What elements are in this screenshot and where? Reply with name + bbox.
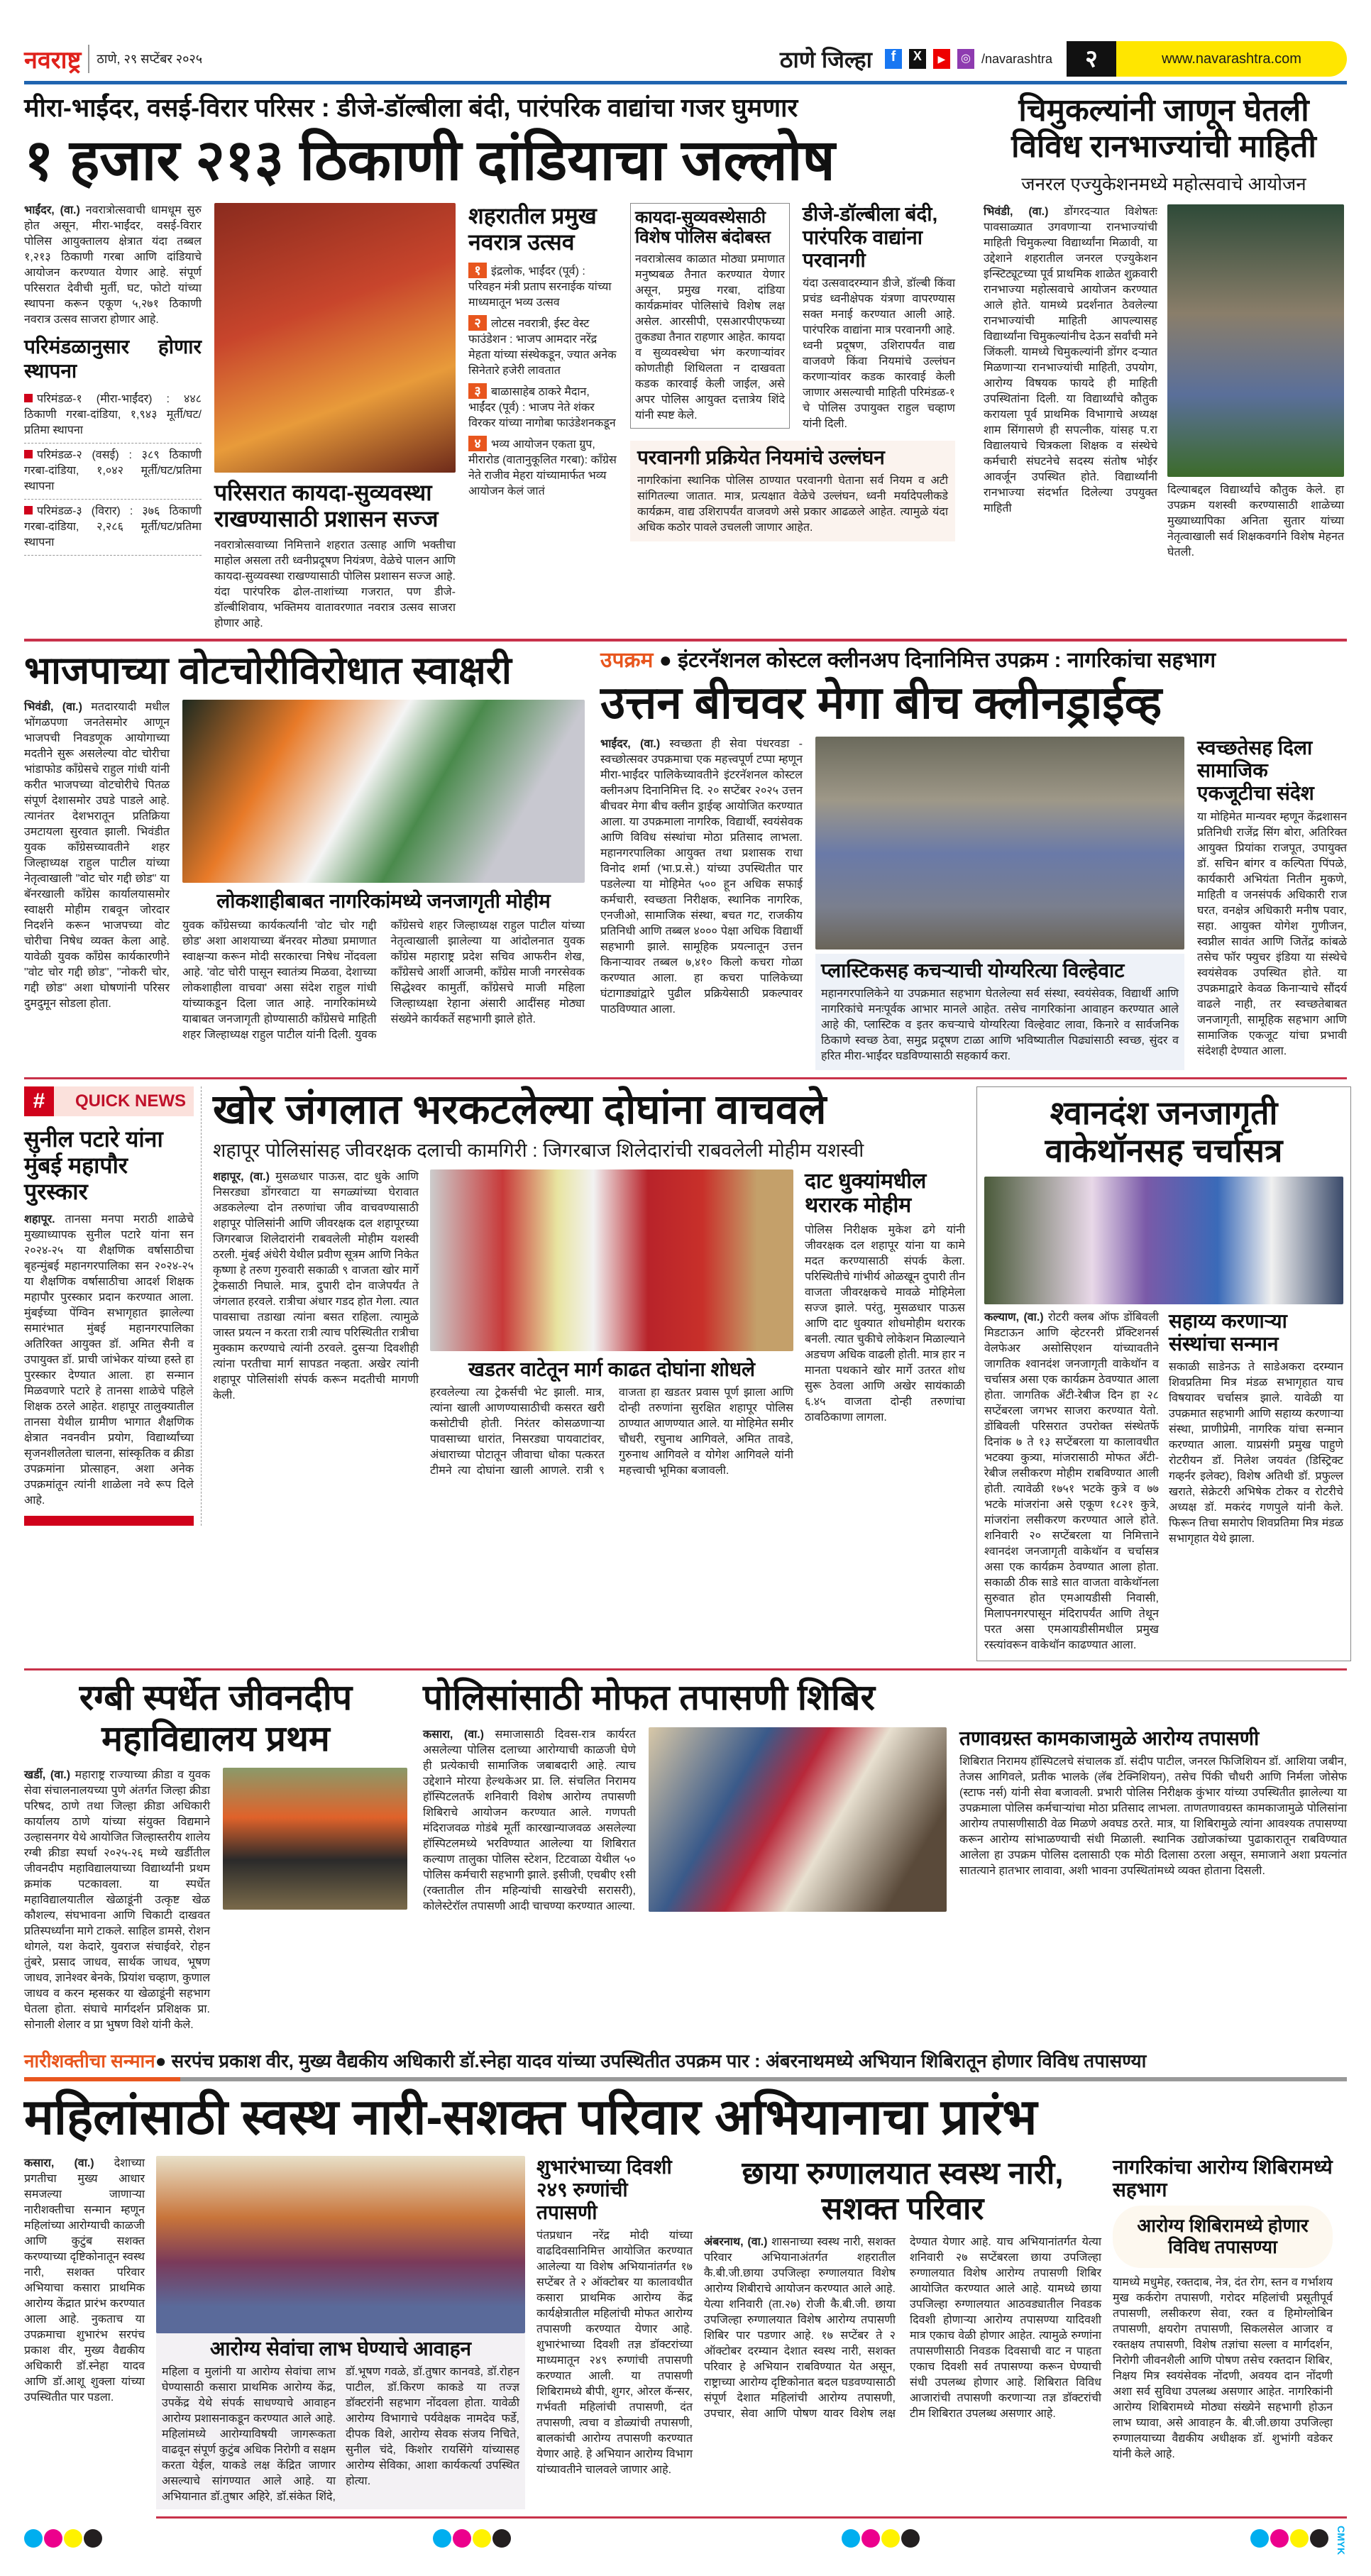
- kids-body: भिवंडी, (वा.) डोंगरदऱ्यात विशेषतः पावसाळ्यात उगवणाऱ्या रानभाज्यांची माहिती चिमुकल्या विद्यार्थ्यांना मिळावी, या उद्देशाने शहरातील जनरल एज्युकेशन इन्स्टिट्यूटच्या पूर्व प्राथमिक शाळेत शुक्रवारी रानभाज्या महोत्सवाचे आयोजन करण्यात आले होते. यामध्ये प्रदर्शनात ठेवलेल्या रानभाज्यांची माहिती आपल्यासह विद्यार्थ्यांना चिमुकल्यांनीच देऊन सर्वांची मने जिंकली. यामध्ये चिमुकल्यांनी डोंगर दऱ्यात मिळणाऱ्या रानभाज्यांची माहिती, उपयोग, आरोग्य विषयक फायदे ही माहिती उपस्थितांना दिली. या विद्यार्थ्यांचे कौतुक करायला पूर्व प्राथमिक विभागाचे अध्यक्ष शाम सिंगासणे ही सपत्नीक, यांसह प.रा विद्यालयाचे चित्रकला शिक्षक व संस्थेचे कर्मचारी संघटनेचे सदस्य संतोष भोईर आवर्जून उपस्थित होते. विद्यार्थ्यांनी रानभाज्या संदर्भात दिलेल्या उपयुक्त माहिती: [984, 206, 1157, 515]
- festival-item: ४ भव्य आयोजन एकता ग्रुप, मीरारोड (वातानुकूलित गरबा): काँग्रेस नेते राजीव मेहरा यांच्यामार्फत भव्य आयोजन केलं जातं: [468, 436, 617, 497]
- cmyk-label: CMYK: [1336, 2525, 1347, 2555]
- stress-body: शिबिरात निरामय हॉस्पिटलचे संचालक डॉ. संदीप पाटील, जनरल फिजिशियन डॉ. आशिया जबीन, तेजस आगिवले, प्रतीक भालके (लॅब टेक्निशियन), तसेच पिंकी चौधरी आणि निर्मला जोसेफ (स्टाफ नर्स) यांनी सेवा बजावली. प्रभारी पोलिस निरीक्षक कुंभार यांच्या उपस्थितीत झालेल्या या उपक्रमाला पोलिस कर्मचाऱ्यांचा मोठा प्रतिसाद लाभला. ताणतणावग्रस्त कामकाजामुळे पोलिसांना आरोग्य तपासणीसाठी वेळ मिळणे अवघड ठरते. मात्र, या शिबिरामुळे त्यांना आवश्यक तपासण्या करून आरोग्य सांभाळण्याची संधी मिळाली. स्थानिक उद्योजकांच्या पुढाकारातून राबविण्यात आलेला हा उपक्रम पोलिस दलासाठी एक मोठी दिलासा ठरला असून, समाजाने अशा प्रयत्नांत सातत्याने हातभार लावावा, अशी भावना उपस्थितांमध्ये व्यक्त होताना दिसली.: [959, 1755, 1347, 1877]
- youtube-icon[interactable]: ▶: [933, 49, 950, 69]
- rugby-team-photo: [223, 1768, 407, 1910]
- beach-kicker: उपक्रम ● इंटरनॅशनल कोस्टल क्लीनअप दिनानिमित्त उपक्रम : नागरिकांचा सहभाग: [600, 648, 1216, 672]
- citizen-column: नागरिकांचा आरोग्य शिबिरामध्ये सहभाग आरोग्य शिबिरामध्ये होणार विविध तपासण्या यामध्ये मधुमेह, रक्तदाब, नेत्र, दंत रोग, स्तन व गर्भाशय मुख कर्करोग तपासणी, गरोदर महिलांची प्रसूतीपूर्व तपासणी, लसीकरण सेवा, रक्त व हिमोग्लोबिन तपासणी, क्षयरोग तपासणी, सिकलसेल आजार व रक्तक्षय तपासणी, विशेष तज्ञांचा सल्ला व मार्गदर्शन, निरोगी जीवनशैली आणि पोषण तसेच रक्तदान शिबिर, निक्षय मित्र स्वयंसेवक नोंदणी, अवयव दान नोंदणी अशा सर्व सुविधा उपलब्ध असणार आहेत. नागरिकांनी आरोग्य शिबिरामध्ये मोठ्या संख्येने सहभागी होऊन लाभ घ्यावा, असे आवाहन कै. बी.जी.छाया उपजिल्हा रुग्णालयाच्या वैद्यकीय अधीक्षक डॉ. शुभांगी वडेकर यांनी केले आहे.: [1113, 2155, 1333, 2460]
- path-body: हरवलेल्या त्या ट्रेकर्सची भेट झाली. मात्र, त्यांना खाली आणण्यासाठीची कसरत खरी कसोटीची होती. निरंतर कोसळणाऱ्या पावसाच्या धारांत, निसरड्या पायवाटांवर, अंधाराच्या पोटातून जीवाचा धोका पत्करत टीमने त्या दोघांना खाली आणले. रात्री ९ वाजता हा खडतर प्रवास पूर्ण झाला आणि दोन्ही तरुणांना सुरक्षित शहापूर पोलिस ठाण्यात आणण्यात आले. या मोहिमेत समीर चौधरी, रघुनाथ आगिवले, अमित तावडे, गुरुनाथ आगिवले व योगेश आगिवले यांनी महत्त्वाची भूमिका बजावली.: [430, 1387, 793, 1477]
- instagram-icon[interactable]: ◎: [957, 49, 974, 69]
- festival-item: २ लोटस नवरात्री, ईस्ट वेस्ट फाउंडेशन : भाजप आमदार नरेंद्र मेहता यांच्या संस्थेकडून, ज्यात अनेक सिनेतारे हजेरी लावतात: [468, 315, 617, 377]
- vote-sub-body: युवक काँग्रेसच्या कार्यकर्त्यांनी 'वोट चोर गद्दी छोड' अशा आशयाच्या बॅनरवर मोठ्या प्रमाणात स्वाक्षऱ्या करून मोदी सरकारचा निषेध नोंदवला आहे. 'वोट चोरी पासून स्वातंत्र्य मिळवा, देशाच्या लोकशाहीला वाचवा' असा संदेश राहुल गांधी यांच्याकडून दिला जात आहे. नागरिकांमध्ये याबाबत जनजागृती होण्यासाठी काँग्रेसचे माहिती शहर जिल्हाध्यक्ष राहुल पाटील यांनी दिली. युवक काँग्रेसचे शहर जिल्हाध्यक्ष राहुल पाटील यांच्या नेतृत्वाखाली झालेल्या या आंदोलनात युवक काँग्रेस महाराष्ट्र प्रदेश सचिव आफरीन शेख, काँग्रेसचे आर्शी आजमी, काँग्रेस माजी नगरसेवक सिद्धेश्वर कामुर्ती, काँग्रेसचे माजी महिला जिल्हाध्यक्षा रेहाना अंसारी आदींसह मोठ्या संख्येने कार्यकर्ते सहभागी झाले होते.: [182, 920, 585, 1042]
- brand-logo: नवराष्ट्र: [24, 47, 82, 74]
- quick-news: [24, 1086, 202, 1525]
- page-number: २: [1067, 41, 1116, 77]
- lead-headline: १ हजार २१३ ठिकाणी दांडियाचा जल्लोष: [24, 128, 835, 192]
- rugby-headline: रग्बी स्पर्धेत जीवनदीप महाविद्यालय प्रथम: [79, 1678, 353, 1758]
- zone-item: परिमंडळ-३ (विरार) : ३७६ ठिकाणी गरबा-दांडिया, २,२८६ मूर्ती/घट/प्रतिमा स्थापना: [24, 500, 202, 556]
- police-box: कायदा-सुव्यवस्थेसाठी विशेष पोलिस बंदोबस्त नवरात्रोत्सव काळात मोठ्या प्रमाणात मनुष्यबळ तैनात करण्यात येणार असून, प्रमुख गरबा, दांडिया कार्यक्रमांवर पोलिसांचे विशेष लक्ष असेल. आरसीपी, एसआरपीएफच्या तुकड्या तैनात राहणार आहेत. कायदा व सुव्यवस्थेचा भंग करणाऱ्यांवर कोणतीही शिथिलता न दाखवता कडक कारवाई केली जाईल, असे अपर पोलिस आयुक्त दत्तात्रेय शिंदे यांनी स्पष्ट केले.: [630, 203, 790, 428]
- kids-photo: [1167, 204, 1344, 477]
- stress-title: तणावग्रस्त कामकाजामुळे आरोग्य तपासणी: [959, 1727, 1260, 1749]
- zones-title: परिमंडळानुसार होणार स्थापना: [24, 336, 202, 382]
- kids-headline: चिमुकल्यांनी जाणून घेतली विविध रानभाज्यांची माहिती: [1011, 93, 1316, 164]
- festival-item: १ इंद्रलोक, भाईंदर (पूर्व) : परिवहन मंत्री प्रताप सरनाईक यांच्या माध्यमातून भव्य उत्सव: [468, 263, 612, 309]
- lead-kicker: मीरा-भाईंदर, वसई-विरार परिसर : डीजे-डॉल्बीला बंदी, पारंपरिक वाद्यांचा गजर घुमणार: [24, 93, 798, 122]
- garba-photo: [214, 203, 456, 473]
- forest-body: शहापूर, (वा.) मुसळधार पाऊस, दाट धुके आणि निसरड्या डोंगरवाटा या सगळ्यांच्या घेरावात अडकलेल्या दोन तरुणांचा जीव वाचवण्यासाठी शहापूर पोलिसांनी आणि जीवरक्षक दल शहापूरच्या जिगरबाज शिलेदारांनी राबवलेली मोहीम यशस्वी ठरली. मुंबई अंधेरी येथील प्रवीण सूत्रम आणि निकेत कृष्णा हे तरुण गुरुवारी सकाळी ९ वाजता खोर मार्गे ट्रेकसाठी निघाले. मात्र, दुपारी दोन वाजेपर्यंत ते जंगलात हरवले. रात्रीचा अंधार गडद होत गेला. त्यात पावसाचा तडाखा त्यांना बसत राहिला. त्यामुळे जास्त प्रयत्न न करता रात्री त्याच परिस्थितीत रात्रीचा मुक्काम करण्याचे त्यांनी ठरवले. दुसऱ्या दिवशीही त्यांना परतीचा मार्ग सापडत नव्हता. अखेर त्यांनी शहापूर पोलिसांशी संपर्क करून मदतीची मागणी केली.: [213, 1170, 419, 1402]
- major-festivals: शहरातील प्रमुख नवरात्र उत्सव १ इंद्रलोक, भाईंदर (पूर्व) : परिवहन मंत्री प्रताप सरनाईक यांच्या माध्यमातून भव्य उत्सव २ लोटस नवरात्री, ईस्ट वेस्ट फाउंडेशन : भाजप आमदार नरेंद्र मेहता यांच्या संस्थेकडून, ज्यात अनेक सिनेतारे हजेरी लावतात ३ बाळासाहेब ठाकरे मैदान, भाईंदर (पूर्व) : भाजप नेते शंकर विरकर यांच्या नागोबा फाउंडेशनकडून ४ भव्य आयोजन एकता ग्रुप, मीरारोड (वातानुकूलित गरबा): काँग्रेस नेते राजीव मेहरा यांच्यामार्फत भव्य आयोजन केलं जातं: [468, 203, 617, 504]
- walkathon-photo: [984, 1177, 1343, 1304]
- women-body: कसारा, (वा.) देशाच्या प्रगतीचा मुख्य आधार समजल्या जाणाऱ्या नारीशक्तीचा सन्मान म्हणून महिलांच्या आरोग्याची काळजी आणि कुटुंब सशक्त करण्याच्या दृष्टिकोनातून स्वस्थ नारी, सशक्त परिवार अभियाचा कसारा प्राथमिक आरोग्य केंद्रात प्रारंभ करण्यात आला आहे. नुकताच या उपक्रमाचा शुभारंभ सरपंच प्रकाश वीर, मुख्य वैद्यकीय अधिकारी डॉ.स्नेहा यादव आणि डॉ.आशू शुक्ला यांच्या उपस्थितीत पार पडला.: [24, 2157, 145, 2404]
- camp-headline: पोलिसांसाठी मोफत तपासणी शिबिर: [423, 1678, 875, 1718]
- quick-body: शहापूर. तानसा मनपा मराठी शाळेचे मुख्याध्यापक सुनील पटारे यांना सन २०२४-२५ या शैक्षणिक वर्षासाठीचा बृहन्मुंबई महानगरपालिका सन २०२४-२५ या शैक्षणिक वर्षासाठीचा आदर्श शिक्षक महापौर पुरस्कार प्रदान करण्यात आला. मुंबईच्या पेंग्विन सभागृहात झालेल्या समारंभात मुंबई महानगरपालिका अतिरिक्त आयुक्त डॉ. अमित सैनी व उपायुक्त डॉ. प्राची जांभेकर यांच्या हस्ते हा पुरस्कार देण्यात आला. हा सन्मान मिळवणारे पटारे हे तानसा शाळेचे पहिले शिक्षक ठरले आहेत. शहापूर तालुक्यातील तानसा येथील ग्रामीण भागात शैक्षणिक क्षेत्रात नवनवीन प्रयोग, विद्यार्थ्यांच्या सृजनशीलतेला चालना, सांस्कृतिक व क्रीडा उपक्रमांना प्रोत्साहन, अशा अनेक उपक्रमांतून त्यांनी शाळेला नवे रूप दिले आहे.: [24, 1213, 194, 1507]
- beach-body: भाईंदर, (वा.) स्वच्छता ही सेवा पंधरवडा - स्वच्छोत्सवर उपक्रमाचा एक महत्त्वपूर्ण टप्पा म्हणून मीरा-भाईंदर पालिकेच्यावतीने इंटरनॅशनल कोस्टल क्लीनअप दिनानिमित्त दि. २० सप्टेंबर २०२५ उत्तन बीचवर मेगा बीच क्लीन ड्राईव्ह आयोजित करण्यात आला. या उपक्रमाला नागरिक, विद्यार्थी, स्वयंसेवक आणि विविध संस्थांचा मोठा प्रतिसाद लाभला. महानगरपालिका आयुक्त तथा प्रशासक राधा विनोद शर्मा (भा.प्र.से.) यांच्या उपस्थितीत पार पडलेल्या या मोहिमेत ५०० हून अधिक सफाई कर्मचारी, स्वच्छता निरीक्षक, स्थानिक नागरिक, एनजीओ, सामाजिक संस्था, बचत गट, राजकीय प्रतिनिधी आणि तब्बल ४००० पेक्षा अधिक विद्यार्थी सहभागी झाले. सामूहिक प्रयत्नातून उत्तन किनाऱ्यावर तब्बल ७,४१० किलो कचरा गोळा करण्यात आला. हा कचरा पालिकेच्या घंटागाड्यांद्वारे पुढील प्रक्रियेसाठी प्रकल्पावर पाठविण्यात आला.: [600, 738, 803, 1016]
- section-name: ठाणे जिल्हा: [779, 46, 872, 72]
- women-camp-photo: [156, 2156, 525, 2333]
- registration-marks: [24, 2529, 104, 2551]
- header-rule: [24, 81, 1347, 84]
- masthead: [24, 41, 1347, 77]
- zone-item: परिमंडळ-१ (मीरा-भाईंदर) : ४४८ ठिकाणी गरबा-दांडिया, १,९४३ मूर्ती/घट/प्रतिमा स्थापना: [24, 387, 202, 444]
- fog-column: दाट धुक्यांमधील थरारक मोहीम पोलिस निरीक्षक मुकेश ढगे यांनी जीवरक्षक दल शहापूर यांना या कामे मदत करण्यासाठी संपर्क केला. परिस्थितीचे गांभीर्य ओळखून दुपारी तीन वाजता जीवरक्षकचे मावळे मोहिमेला सज्ज झाले. परंतु, मुसळधार पाऊस आणि दाट धुक्यात शोधमोहीम थरारक बनली. त्यात चुकीचे लोकेशन मिळाल्याने अडचण अधिक वाढली होती. मात्र हार न मानता पथकाने खोर मार्गे उतरत शोध सुरू ठेवला आणि अखेर सायंकाळी ६.४५ वाजता दोन्ही तरुणांचा ठावठिकाणा लागला.: [805, 1169, 965, 1424]
- law-title: परिसरात कायदा-सुव्यवस्था राखण्यासाठी प्रशासन सज्ज: [214, 480, 439, 532]
- forest-subhead: शहापूर पोलिसांसह जीवरक्षक दलाची कामगिरी : जिगरबाज शिलेदारांची राबवलेली मोहीम यशस्वी: [213, 1139, 864, 1161]
- chhaya-body: अंबरनाथ, (वा.) शासनाच्या स्वस्थ नारी, सशक्त परिवार अभियानाअंतर्गत शहरातील कै.बी.जी.छाया उपजिल्हा रुग्णालयात विशेष आरोग्य शिबीराचे आयोजन करण्यात आले आहे. येत्या शनिवारी (ता.२७) रोजी कै.बी.जी. छाया उपजिल्हा रुग्णालयात विशेष आरोग्य तपासणी शिबिर पार पडणार आहे. १७ सप्टेंबर ते २ ऑक्टोबर दरम्यान देशात स्वस्थ नारी, सशक्त परिवार हे अभियान राबविण्यात येत असून, राष्ट्राच्या आरोग्य दृष्टिकोनात बदल घडवण्यासाठी संपूर्ण देशात महिलांची आरोग्य तपासणी, उपचार, सेवा आणि पोषण यावर विशेष लक्ष देण्यात येणार आहे. याच अभियानांतर्गत येत्या शनिवारी २७ सप्टेंबरला छाया उपजिल्हा रुग्णालयात विशेष आरोग्य तपासणी शिबिर आयोजित करण्यात आले आहे. यामध्ये छाया उपजिल्हा रुग्णालयात आठवड्यातील निवडक दिवशी होणाऱ्या आरोग्य तपासण्या यादिवशी मात्र एकाच वेळी होणार आहेत. त्यामुळे रुग्णांना तपासणीसाठी निवडक दिवसाची वाट न पाहता एकाच दिवशी सर्व तपासण्या करून घेण्याची संधी उपलब्ध होणार आहे. शिबिरात विविध आजारांची तपासणी करणाऱ्या तज्ञ डॉक्टरांची टीम शिबिरात उपलब्ध असणार आहे.: [704, 2235, 1101, 2420]
- registration-marks: [433, 2529, 512, 2551]
- rescue-team-photo: [430, 1169, 793, 1351]
- camp-body: कसारा, (वा.) समाजासाठी दिवस-रात्र कार्यरत असलेल्या पोलिस दलाच्या आरोग्याची काळजी घेणे ही प्रत्येकाची सामाजिक जबाबदारी आहे. त्याच उद्देशाने मोरया हेल्थकेअर प्रा. लि. संचलित निरामय हॉस्पिटलतर्फे शनिवारी विशेष आरोग्य तपासणी शिबिराचे आयोजन करण्यात आले. गणपती मंदिराजवळ गोडंबे मूर्ती कारखान्याजवळ असलेल्या हॉस्पिटलमध्ये भरविण्यात आलेल्या या शिबिरात कल्याण तालुका पोलिस स्टेशन, टिटवाळा येथील ५० पोलिस कर्मचारी सहभागी झाले. इसीजी, एचबीए १सी (रक्तातील तीन महिन्यांची साखरेची सरासरी), कोलेस्टेरॉल तपासणी आदी चाचण्या करण्यात आल्या.: [423, 1728, 636, 1912]
- social-handle: /navarashtra: [981, 51, 1052, 66]
- hash-icon: #: [24, 1086, 54, 1116]
- kids-body-end: दिल्याबद्दल विद्यार्थ्यांचे कौतुक केले. हा उपक्रम यशस्वी करण्यासाठी शाळेच्या मुख्याध्यापिका अनिता सुतार यांच्या नेतृत्वाखाली सर्व शिक्षकवर्गाने विशेष मेहनत घेतली.: [1167, 484, 1344, 559]
- honor-title: सहाय्य करणाऱ्या संस्थांचा सन्मान: [1169, 1310, 1287, 1355]
- rugby-body: खर्डी, (वा.) महाराष्ट्र राज्याच्या क्रीडा व युवक सेवा संचालनालयच्या पुणे अंतर्गत जिल्हा क्रीडा परिषद, ठाणे तथा जिल्हा क्रीडा अधिकारी कार्यालय ठाणे यांच्या संयुक्त विद्यमाने उल्हासनगर येथे आयोजित जिल्हास्तरीय शालेय रग्बी क्रीडा स्पर्धा २०२५-२६ मध्ये खर्डीतील जीवनदीप महाविद्यालयाच्या विद्यार्थ्यांनी प्रथम क्रमांक पटकावला. या स्पर्धेत महाविद्यालयातील खेळाडूंनी उत्कृष्ट खेळ कौशल्य, संघभावना आणि चिकाटी दाखवत प्रतिस्पर्ध्यांना मागे टाकले. साहिल डामसे, रोशन थोगले, यश केदारे, युवराज संचाईवरे, रोहन तुंबरे, प्रसाद जाधव, सार्थक जाधव, भूषण जाधव, ज्ञानेश्वर बेनके, प्रियांश चव्हाण, कुणाल जाधव व करन म्हसकर या खेळाडूंनी सहभाग घेतला होता. संघाचे मार्गदर्शन प्रशिक्षक प्रा. सोनाली शेलार व प्रा भुषण विशे यांनी केले.: [24, 1769, 210, 2032]
- zone-item: परिमंडळ-२ (वसई) : ३८९ ठिकाणी गरबा-दांडिया, १,०४२ मूर्ती/घट/प्रतिमा स्थापना: [24, 444, 202, 500]
- dog-body: कल्याण, (वा.) रोटरी क्लब ऑफ डोंबिवली मिडटाऊन आणि व्हेटरनरी प्रॅक्टिशनर्स वेलफेअर असोसिएशन यांच्यावतीने जागतिक श्वानदंश जनजागृती वाकेथॉन व चर्चासत्र असा एक कार्यक्रम ठेवण्यात आला होता. जागतिक अँटी-रेबीज दिन हा २८ सप्टेंबरला जगभर साजरा करण्यात येतो. डोंबिवली परिसरात उपरोक्त संस्थेतर्फे दिनांक ७ ते १३ सप्टेंबरला या कालावधीत भटक्या कुत्र्या, मांजरासाठी मोफत अँटी-रेबीज लसीकरण मोहीम राबविण्यात आली होती. त्यावेळी १७५१ भटके कुत्रे व ७७ भटके मांजरांना असे एकूण १८२१ कुत्रे, मांजरांना लसीकरण करण्यात आले होते. शनिवारी २० सप्टेंबरला या निमित्ताने श्वानदंश जनजागृती वाकेथॉन व चर्चासत्र असा एक कार्यक्रम ठेवण्यात आला होता. सकाळी ठीक साडे सात वाजता वाकेथॉनला सुरुवात होत एमआयडीसी निवासी, मिलापनगरपासून मंदिरापर्यंत आणि तेथून परत असा एमआयडीसीमधील प्रमुख रस्त्यांवरून वाकेथॉन काढण्यात आला.: [984, 1311, 1160, 1652]
- issue-date: ठाणे, २९ सप्टेंबर २०२५: [97, 52, 203, 66]
- registration-marks: [1250, 2529, 1330, 2551]
- beach-headline: उत्तन बीचवर मेगा बीच क्लीनड्राईव्ह: [600, 677, 1162, 729]
- health-camp-photo: [649, 1727, 947, 1912]
- facebook-icon[interactable]: f: [885, 49, 902, 69]
- quick-title: सुनील पटारे यांना मुंबई महापौर पुरस्कार: [24, 1126, 163, 1204]
- registration-marks: [842, 2529, 921, 2551]
- festival-item: ३ बाळासाहेब ठाकरे मैदान, भाईंदर (पूर्व) : भाजप नेते शंकर विरकर यांच्या नागोबा फाउंडेशनकडून: [468, 383, 616, 429]
- women-headline: महिलांसाठी स्वस्थ नारी-सशक्त परिवार अभियानाचा प्रारंभ: [24, 2089, 1037, 2145]
- unity-column: स्वच्छतेसह दिला सामाजिक एकजूटीचा संदेश या मोहिमेत मान्यवर म्हणून केंद्रशासन प्रतिनिधी राजेंद्र सिंग बोरा, अतिरिक्त आयुक्त प्रियांका राजपूत, उपायुक्त डॉ. सचिन बांगर व कल्पिता पिंपळे, कार्यकारी अभियंता नितीन मुकणे, माहिती व जनसंपर्क अधिकारी राज घरत, वनक्षेत्र अधिकारी मनीष पवार, सहा. आयुक्त योगेश गुणीजन, स्वप्नील सावंत आणि जितेंद्र कांबळे तसेच फॉर फ्युचर इंडिया या संस्थेचे स्वयंसेवक उपस्थित होते. या उपक्रमाद्वारे केवळ किनाऱ्याचे सौंदर्य वाढले नाही, तर स्वच्छतेबाबत जनजागृती, सामूहिक सहभाग आणि सामाजिक एकजूट यांचा प्रभावी संदेशही देण्यात आला.: [1197, 737, 1347, 1057]
- kids-subhead: जनरल एज्युकेशनमध्ये महोत्सवाचे आयोजन: [1021, 173, 1306, 195]
- beach-drone-photo: [815, 737, 1184, 950]
- dj-ban: डीजे-डॉल्बीला बंदी, पारंपरिक वाद्यांना परवानगी यंदा उत्सवादरम्यान डीजे, डॉल्बी किंवा प्रचंड ध्वनीक्षेपक यंत्रणा वापरण्यास सक्त मनाई करण्यात आली आहे. पारंपरिक वाद्यांना मात्र परवानगी आहे. ध्वनी प्रदूषण, उशिरापर्यंत वाद्य वाजवणे किंवा नियमांचे उल्लंघन करणाऱ्यांवर कडक कारवाई केली जाणार असल्याची माहिती परिमंडळ-१ चे पोलिस उपायुक्त राहुल चव्हाण यांनी दिली.: [803, 203, 955, 430]
- quick-news-label: QUICK NEWS: [75, 1091, 186, 1111]
- violation-box: परवानगी प्रक्रियेत नियमांचे उल्लंघन नागरिकांना स्थानिक पोलिस ठाण्यात परवानगी घेताना सर्व नियम व अटी सांगितल्या जातात. मात्र, प्रत्यक्षात वेळेचे उल्लंघन, ध्वनी मर्यादेपलीकडे कार्यक्रम, वाद्य उशिरापर्यंत वाजवणे असे प्रकार आढळले आहेत. त्यामुळे यंदा अधिक कठोर पावले उचलली जाणार आहेत.: [630, 441, 955, 541]
- vote-photo: [182, 700, 585, 883]
- forest-headline: खोर जंगलात भरकटलेल्या दोघांना वाचवले: [213, 1086, 827, 1133]
- path-title: खडतर वाटेतून मार्ग काढत दोघांना शोधले: [468, 1358, 756, 1380]
- vote-sub-title: लोकशाहीबाबत नागरिकांमध्ये जनजागृती मोहीम: [216, 890, 551, 913]
- website-link[interactable]: www.navarashtra.com: [1116, 41, 1347, 77]
- honor-body: सकाळी साडेनऊ ते साडेअकरा दरम्यान शिवप्रतिमा मित्र मंडळ सभागृहात याच विषयावर चर्चासत्र झाले. यावेळी या उपक्रमात सहभागी आणि सहाय्य करणाऱ्या संस्था, प्राणीप्रेमी, नागरिक यांचा सन्मान करण्यात आला. याप्रसंगी प्रमुख पाहुणे रोटरीयन डॉ. निलेश जयवंत (डिस्ट्रिक्ट गव्हर्नर इलेक्ट), विशेष अतिथी डॉ. प्रफुल्ल खराते, सेक्रेटरी अभिषेक टोकर व रोटरीचे अध्यक्ष डॉ. मकरंद गणपुले यांनी केले. फिरून तिचा समारोप शिवप्रतिमा मित्र मंडळ सभागृहात येथे झाला.: [1169, 1361, 1343, 1546]
- lead-intro: भाईंदर, (वा.) नवरात्रोत्सवाची धामधूम सुरु होत असून, मीरा-भाईंदर, वसई-विरार पोलिस आयुक्तालय क्षेत्रात यंदा तब्बल १,२१३ ठिकाणी गरबा आणि दांडियाचे आयोजन करण्यात येणार आहे. संपूर्ण परिसरात देवीची मुर्ती, घट, फोटो यांच्या स्थापना करून एकूण ५,२७१ ठिकाणी नवरात्र उत्सव साजरा होणार आहे. परिमंडळानुसार होणार स्थापना परिमंडळ-१ (मीरा-भाईंदर) : ४४८ ठिकाणी गरबा-दांडिया, १,९४३ मूर्ती/घट/प्रतिमा स्थापना परिमंडळ-२ (वसई) : ३८९ ठिकाणी गरबा-दांडिया, १,०४२ मूर्ती/घट/प्रतिमा स्थापना परिमंडळ-३ (विरार) : ३७६ ठिकाणी गरबा-दांडिया, २,२८६ मूर्ती/घट/प्रतिमा स्थापना: [24, 203, 202, 556]
- pull-quote: आरोग्य शिबिरामध्ये होणार विविध तपासण्या: [1113, 2206, 1333, 2268]
- appeal-box: आरोग्य सेवांचा लाभ घेण्याचे आवाहन महिला व मुलांनी या आरोग्य सेवांचा लाभ घेण्यासाठी कसारा प्राथमिक आरोग्य केंद्र, उपकेंद्र येथे संपर्क साधण्याचे आवाहन आरोग्य प्रशासनाकडून करण्यात आले आहे. महिलांमध्ये आरोग्याविषयी जागरूकता वाढवून संपूर्ण कुटुंब अधिक निरोगी व सक्षम करता येईल, याकडे लक्ष केंद्रित जाणार असल्याचे सांगण्यात आले आहे. या अभियानात डॉ.तुषार अहिरे, डॉ.संकेत शिंदे, डॉ.भूषण गवळे, डॉ.तुषार कानवडे, डॉ.रोहन पाटील, डॉ.किरण काकडे या तज्ज्ञ डॉक्टरांनी सहभाग नोंदवला होता. यावेळी आरोग्य विभागाचे पर्यवेक्षक नामदेव फर्डे, दीपक विशे, आरोग्य सेवक संजय निचिते, सुनील चंदे, किशोर रायसिंगे यांच्यासह आरोग्य सेविका, आशा कार्यकर्त्या उपस्थित होत्या.: [156, 2333, 525, 2509]
- law-body: नवरात्रोत्सवाच्या निमित्ताने शहरात उत्साह आणि भक्तीचा माहोल असला तरी ध्वनीप्रदूषण नियंत्रण, वेळेचे पालन आणि कायदा-सुव्यवस्था राखण्यासाठी पोलिस प्रशासन सज्ज आहे. यंदा पारंपरिक ढोल-ताशांच्या गजरात, पण डीजे-डॉल्बीशिवाय, भक्तिमय वातावरणात नवरात्र उत्सव साजरा होणार आहे.: [214, 539, 456, 629]
- vote-headline: भाजपाच्या वोटचोरीविरोधात स्वाक्षरी: [24, 649, 512, 692]
- plastic-box: प्लास्टिकसह कचऱ्याची योग्यरित्या विल्हेवाट महानगरपालिकेने या उपक्रमात सहभाग घेतलेल्या सर्व संस्था, स्वयंसेवक, विद्यार्थी आणि नागरिकांचे मनःपूर्वक आभार मानले आहेत. तसेच नागरिकांना आवाहन करण्यात आले आहे की, प्लास्टिक व इतर कचऱ्याचे योग्यरित्या विल्हेवाट लावा, किनारे व सार्वजनिक ठिकाणे स्वच्छ ठेवा, समुद्र प्रदूषण टाळा आणि भविष्यातील पिढ्यांसाठी स्वच्छ, सुंदर व हरित मीरा-भाईंदर घडविण्यासाठी सहकार्य करा.: [815, 954, 1184, 1070]
- women-kicker: नारीशक्तीचा सन्मान● सरपंच प्रकाश वीर, मुख्य वैद्यकीय अधिकारी डॉ.स्नेहा यादव यांच्या उपस्थितीत उपक्रम पार : अंबरनाथमध्ये अभियान शिबिरातून होणार विविध तपासण्या: [24, 2050, 1147, 2072]
- dog-box: श्वानदंश जनजागृती वाकेथॉनसह चर्चासत्र कल्याण, (वा.) रोटरी क्लब ऑफ डोंबिवली मिडटाऊन आणि व्हेटरनरी प्रॅक्टिशनर्स वेलफेअर असोसिएशन यांच्यावतीने जागतिक श्वानदंश जनजागृती वाकेथॉन व चर्चासत्र असा एक कार्यक्रम ठेवण्यात आला होता. जागतिक अँटी-रेबीज दिन हा २८ सप्टेंबरला जगभर साजरा करण्यात येतो. डोंबिवली परिसरात उपरोक्त संस्थेतर्फे दिनांक ७ ते १३ सप्टेंबरला या कालावधीत भटक्या कुत्र्या, मांजरासाठी मोफत अँटी-रेबीज लसीकरण मोहीम राबविण्यात आली होती. त्यावेळी १७५१ भटके कुत्रे व ७७ भटके मांजरांना असे एकूण १८२१ कुत्रे, मांजरांना लसीकरण करण्यात आले होते. शनिवारी २० सप्टेंबरला या निमित्ताने श्वानदंश जनजागृती वाकेथॉन व चर्चासत्र असा एक कार्यक्रम ठेवण्यात आला होता. सकाळी ठीक साडे सात वाजता वाकेथॉनला सुरुवात होत एमआयडीसी निवासी, मिलापनगरपासून मंदिरापर्यंत आणि तेथून परत असा एमआयडीसीमधील प्रमुख रस्त्यांवरून वाकेथॉन काढण्यात आला. सहाय्य करणाऱ्या संस्थांचा सन्मान सकाळी साडेनऊ ते साडेअकरा दरम्यान शिवप्रतिमा मित्र मंडळ सभागृहात याच विषयावर चर्चासत्र झाले. यावेळी या उपक्रमात सहभागी आणि सहाय्य करणाऱ्या संस्था, प्राणीप्रेमी, नागरिक यांचा सन्मान करण्यात आला. याप्रसंगी प्रमुख पाहुणे रोटरीयन डॉ. निलेश जयवंत (डिस्ट्रिक्ट गव्हर्नर इलेक्ट), विशेष अतिथी डॉ. प्रफुल्ल खराते, सेक्रेटरी अभिषेक टोकर व रोटरीचे अध्यक्ष डॉ. मकरंद गणपुले यांनी केले. फिरून तिचा समारोप शिवप्रतिमा मित्र मंडळ सभागृहात येथे झाला.: [976, 1086, 1351, 1661]
- day-column: शुभारंभाच्या दिवशी २४९ रुग्णांची तपासणी पंतप्रधान नरेंद्र मोदी यांच्या वाढदिवसानिमित्त आयोजित करण्यात आलेल्या या विशेष अभियानांतर्गत १७ सप्टेंबर ते २ ऑक्टोबर या कालावधीत कसारा प्राथमिक आरोग्य केंद्र कार्यक्षेत्रातील महिलांची मोफत आरोग्य तपासणी करण्यात येणार आहे. शुभारंभाच्या दिवशी तज्ञ डॉक्टरांच्या माध्यमातून २४९ रुग्णांची तपासणी करण्यात आली. या तपासणी शिबिरामध्ये बीपी, शुगर, ओरल कॅन्सर, गर्भवती महिलांची तपासणी, दंत तपासणी, त्वचा व डोळ्यांची तपासणी, बालकांची आरोग्य तपासणी करण्यात येणार आहे. हे अभियान आरोग्य विभाग यांच्यावतीने चालवले जाणार आहे.: [536, 2155, 693, 2477]
- chhaya-title: छाया रुग्णालयात स्वस्थ नारी, सशक्त परिवार: [742, 2155, 1064, 2227]
- vote-body: भिवंडी, (वा.) मतदारयादी मधील भोंगळपणा जनतेसमोर आणून भाजपची निवडणूक आयोगाच्या मदतीने सुरू असलेल्या वोट चोरीचा भांडाफोड काँग्रेसचे राहुल गांधी यांनी करीत भाजपच्या वोटचोरीचे पितळ संपूर्ण देशासमोर उघडे पाडले आहे. त्यानंतर देशभरातून प्रतिक्रिया उमटायला सुरवात झाली. भिवंडीत युवक काँग्रेसच्यावतीने शहर जिल्हाध्यक्ष राहुल पाटील यांच्या नेतृत्वाखाली "वोट चोर गद्दी छोड" या बॅनरखाली काँग्रेस कार्यालयासमोर स्वाक्षरी मोहीम राबवून जोरदार निदर्शने करून भाजपच्या वोट चोरीचा निषेध व्यक्त केला आहे. यावेळी युवक काँग्रेस कार्यकारणीने "वोट चोर गद्दी छोड", "नोकरी चोर, गद्दी छोड" अशा घोषणांनी परिसर दुमदुमून सोडला होता.: [24, 701, 170, 1011]
- x-icon[interactable]: X: [909, 49, 926, 69]
